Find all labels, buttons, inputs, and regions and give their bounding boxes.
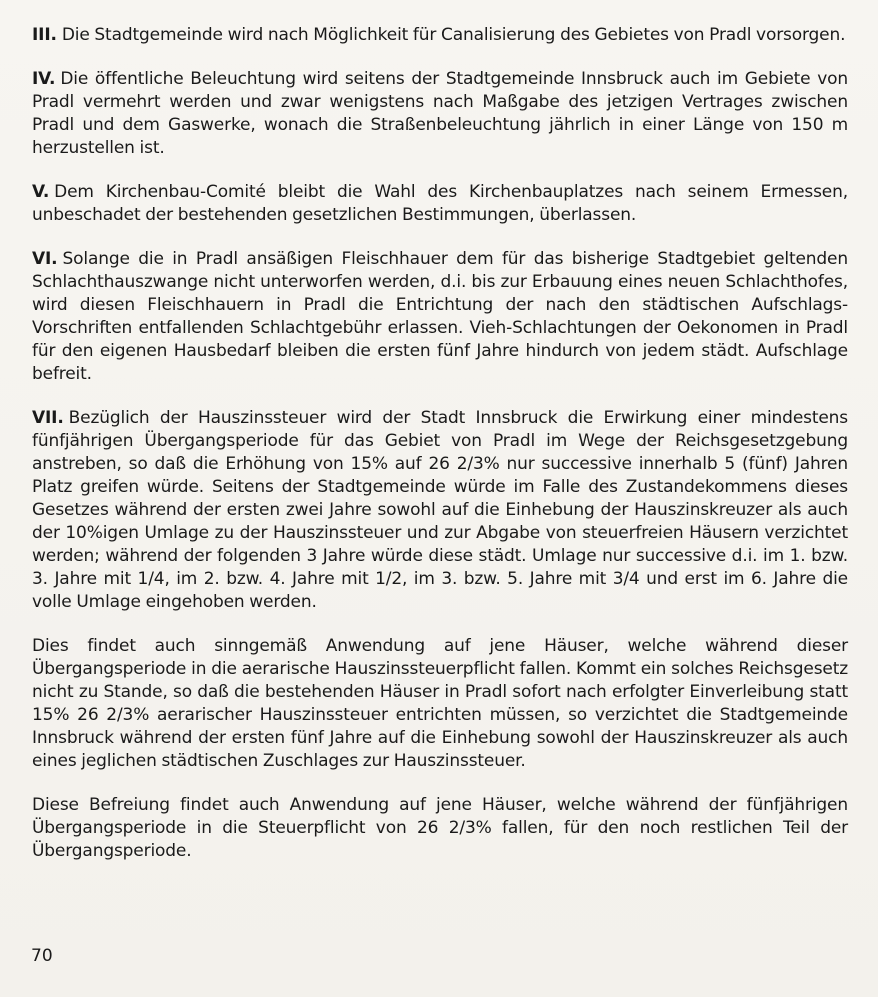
paragraph-number: V.: [32, 182, 50, 202]
paragraph-text: Die öffentliche Beleuchtung wird seitens der Stadtgemeinde Innsbruck auch im Gebiete von Pradl vermehrt werden und zwar wenigstens nach Maßgabe des jetzigen Vertrages zwischen Pradl und dem Gaswerke, wonach die Straßenbeleuchtung jährlich in einer Länge von 150 m herzustellen ist.: [32, 69, 848, 158]
paragraph-text: Solange die in Pradl ansäßigen Fleischhauer dem für das bisherige Stadtgebiet geltenden Schlachthauszwange nicht unterworfen werden, d.i. bis zur Erbauung eines neuen Schlachthofes, wird diesen Fleischhauern in Pradl die Entrichtung der nach den städtischen Aufschlags-Vorschriften entfallenden Schlachtgebühr erlassen. Vieh-Schlachtungen der Oekonomen in Pradl für den eigenen Hausbedarf bleiben die ersten fünf Jahre hindurch von jedem städt. Aufschlage befreit.: [32, 249, 848, 384]
page-number: 70: [31, 946, 53, 966]
paragraph-v: [32, 181, 848, 227]
paragraph-text: Dem Kirchenbau-Comité bleibt die Wahl des Kirchenbauplatzes nach seinem Ermessen, unbeschadet der bestehenden gesetzlichen Bestimmungen, überlassen.: [32, 182, 848, 225]
paragraph-continuation-1: [32, 635, 848, 773]
paragraph-number: III.: [32, 25, 57, 45]
paragraph-number: VI.: [32, 249, 58, 269]
paragraph-text: Diese Befreiung findet auch Anwendung auf jene Häuser, welche während der fünfjährigen Übergangsperiode in die Steuerpflicht von 26 2/3% fallen, für den noch restlichen Teil der Übergangsperiode.: [32, 795, 848, 861]
paragraph-number: VII.: [32, 408, 64, 428]
paragraph-iii: [32, 24, 848, 47]
paragraph-number: IV.: [32, 69, 56, 89]
paragraph-text: Die Stadtgemeinde wird nach Möglichkeit für Canalisierung des Gebietes von Pradl vorsorgen.: [61, 25, 846, 45]
paragraph-iv: [32, 68, 848, 160]
paragraph-vii: [32, 407, 848, 614]
paragraph-text: Dies findet auch sinngemäß Anwendung auf jene Häuser, welche während dieser Übergangsperiode in die aerarische Hauszinssteuerpflicht fallen. Kommt ein solches Reichsgesetz nicht zu Stande, so daß die bestehenden Häuser in Pradl sofort nach erfolgter Einverleibung statt 15% 26 2/3% aerarischer Hauszinssteuer entrichten müssen, so verzichtet die Stadtgemeinde Innsbruck während der ersten fünf Jahre auf die Einhebung sowohl der Hauszinskreuzer als auch eines jeglichen städtischen Zuschlages zur Hauszinssteuer.: [32, 636, 848, 771]
paragraph-text: Bezüglich der Hauszinssteuer wird der Stadt Innsbruck die Erwirkung einer mindestens fünfjährigen Übergangsperiode für das Gebiet von Pradl im Wege der Reichsgesetzgebung anstreben, so daß die Erhöhung von 15% auf 26 2/3% nur successive innerhalb 5 (fünf) Jahren Platz greifen würde. Seitens der Stadtgemeinde würde im Falle des Zustandekommens dieses Gesetzes während der ersten zwei Jahre sowohl auf die Einhebung der Hauszinskreuzer als auch der 10%igen Umlage zu der Hauszinssteuer und zur Abgabe von steuerfreien Häusern verzichtet werden; während der folgenden 3 Jahre würde diese städt. Umlage nur successive d.i. im 1. bzw. 3. Jahre mit 1/4, im 2. bzw. 4. Jahre mit 1/2, im 3. bzw. 5. Jahre mit 3/4 und erst im 6. Jahre die volle Umlage eingehoben werden.: [32, 408, 848, 612]
paragraph-vi: [32, 248, 848, 386]
paragraph-continuation-2: [32, 794, 848, 863]
